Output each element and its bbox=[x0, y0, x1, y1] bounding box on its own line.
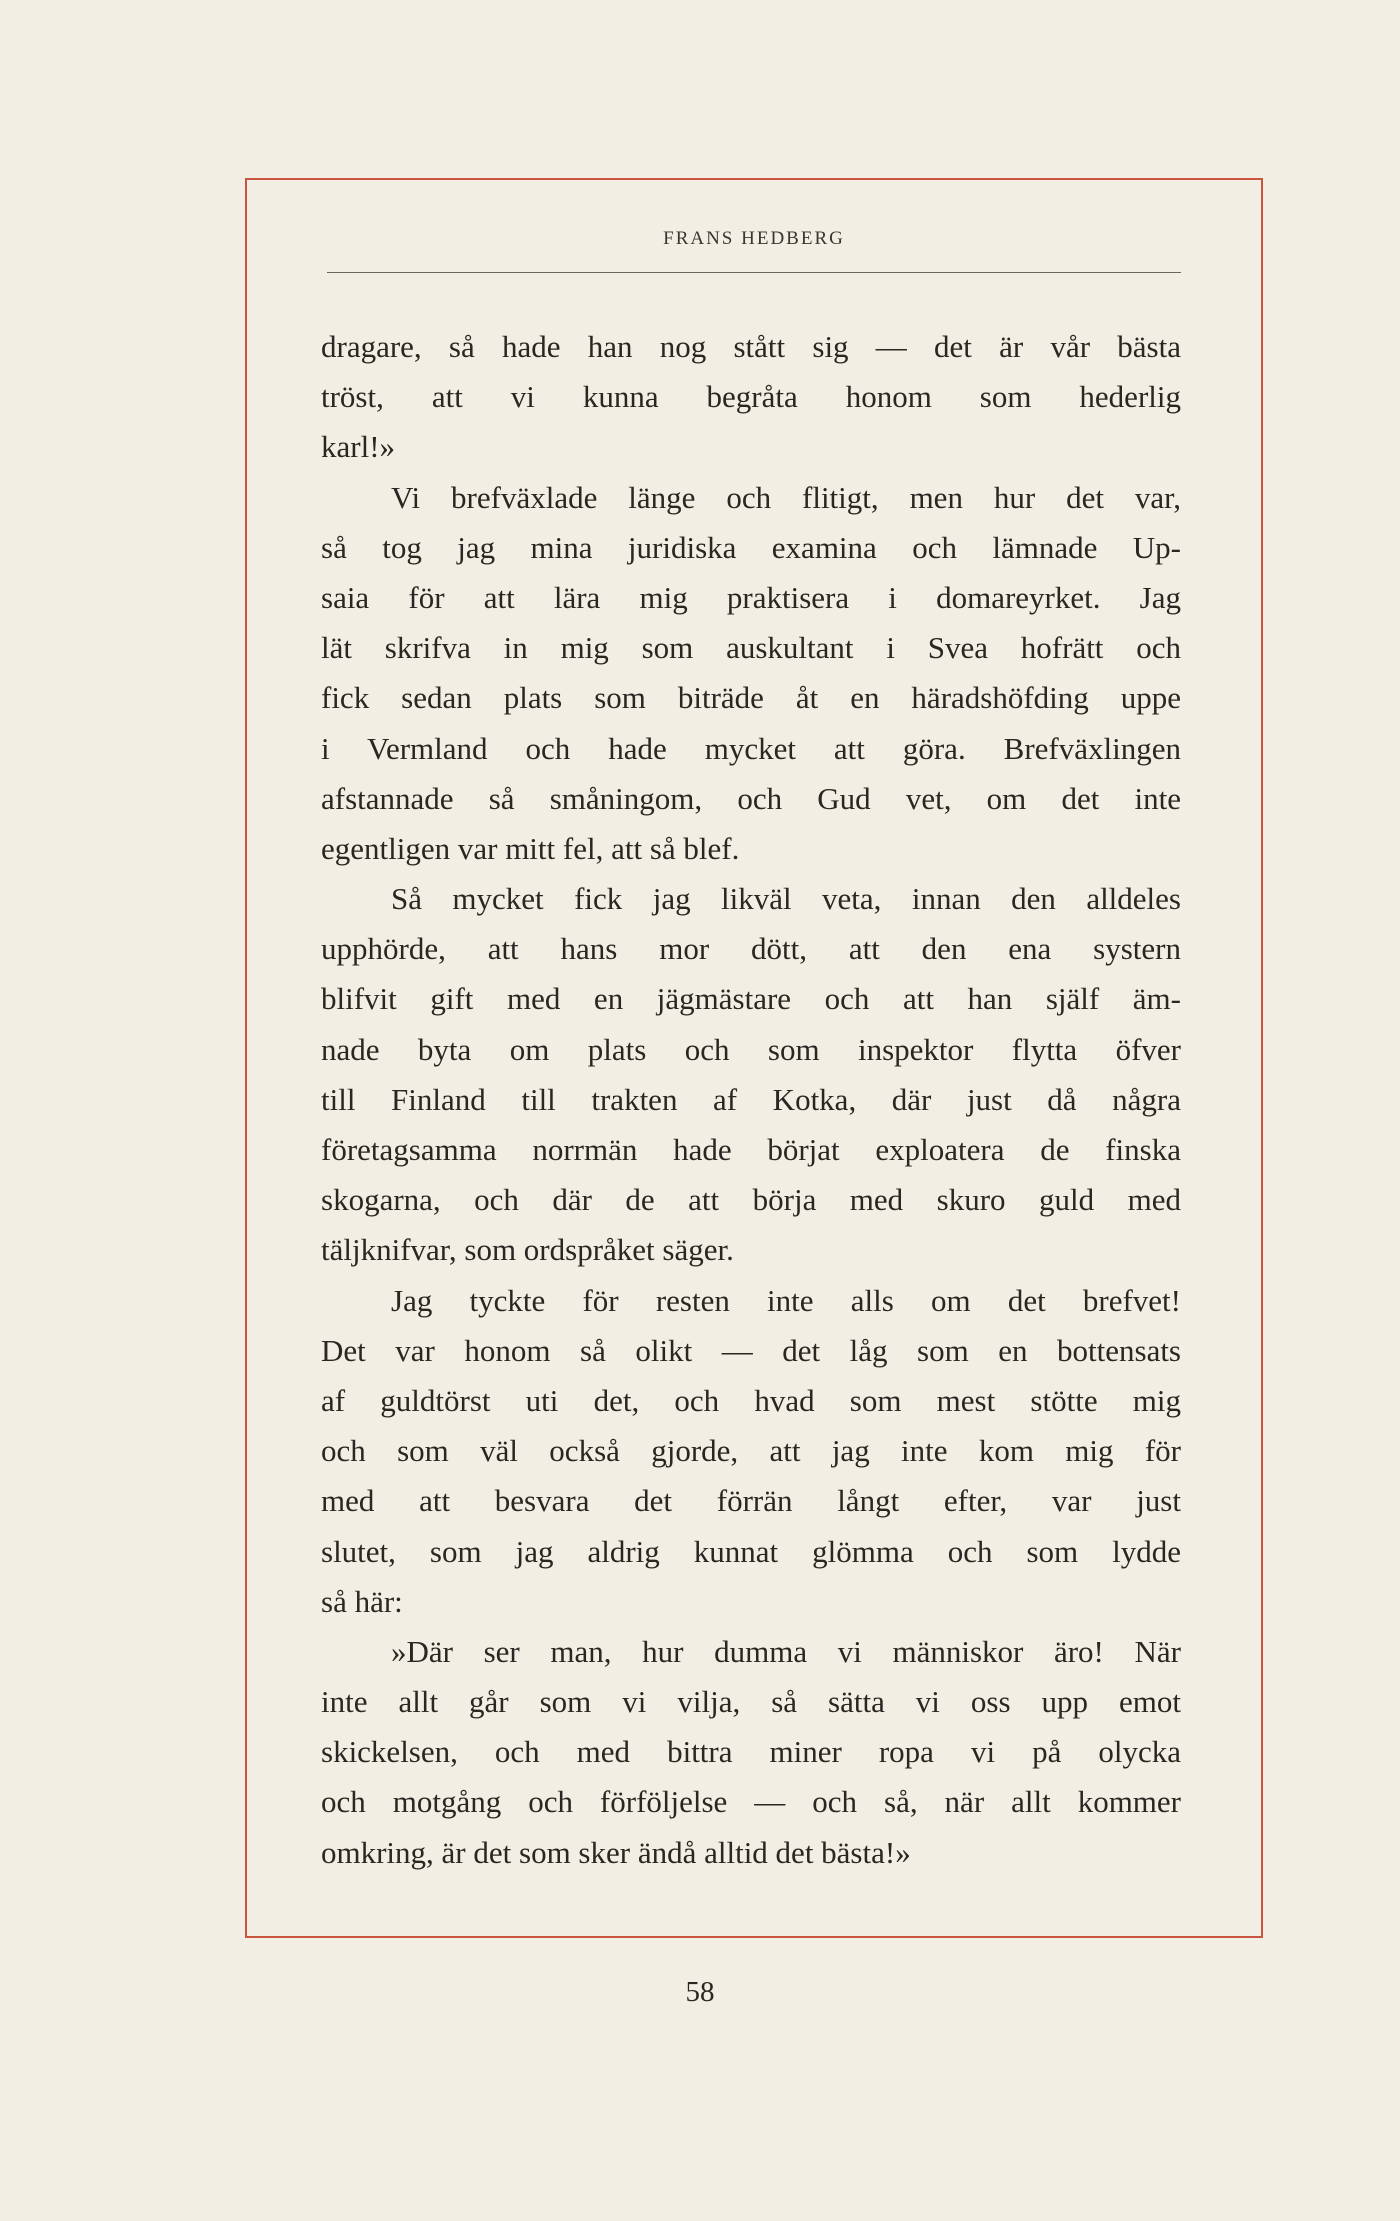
text-line: saia för att lära mig praktisera i domareyrket. Jag bbox=[321, 579, 1181, 615]
text-line: Jag tyckte för resten inte alls om det brefvet! bbox=[391, 1282, 1181, 1318]
text-line: upphörde, att hans mor dött, att den ena systern bbox=[321, 931, 1181, 967]
page-number: 58 bbox=[685, 1976, 715, 2008]
text-line: företagsamma norrmän hade börjat exploatera de finska bbox=[321, 1132, 1181, 1167]
text-line: omkring, är det som sker ändå alltid det bästa!» bbox=[321, 1834, 911, 1870]
text-line: egentligen var mitt fel, att så blef. bbox=[321, 830, 740, 866]
text-line: så här: bbox=[321, 1583, 403, 1619]
text-line: Det var honom så olikt — det låg som en bottensats bbox=[321, 1332, 1181, 1368]
text-line: i Vermland och hade mycket att göra. Brefväxlingen bbox=[321, 730, 1181, 766]
body-text bbox=[321, 322, 1181, 1878]
text-line: nade byta om plats och som inspektor flytta öfver bbox=[321, 1031, 1181, 1067]
text-line: med att besvara det förrän långt efter, var just bbox=[321, 1483, 1181, 1519]
text-line: täljknifvar, som ordspråket säger. bbox=[321, 1232, 734, 1268]
text-line: afstannade så småningom, och Gud vet, om det inte bbox=[321, 780, 1181, 816]
page-frame bbox=[245, 178, 1263, 1938]
text-line: slutet, som jag aldrig kunnat glömma och som lydde bbox=[321, 1533, 1181, 1569]
text-line: till Finland till trakten af Kotka, där just då några bbox=[321, 1081, 1181, 1117]
text-line: Så mycket fick jag likväl veta, innan den alldeles bbox=[391, 881, 1181, 917]
text-line: tröst, att vi kunna begråta honom som hederlig bbox=[321, 379, 1181, 415]
text-line: »Där ser man, hur dumma vi människor äro! När bbox=[391, 1633, 1181, 1669]
text-line: skogarna, och där de att börja med skuro guld med bbox=[321, 1182, 1181, 1218]
text-line: Vi brefväxlade länge och flitigt, men hur det var, bbox=[391, 479, 1181, 515]
text-line: inte allt går som vi vilja, så sätta vi oss upp emot bbox=[321, 1684, 1181, 1720]
text-line: fick sedan plats som biträde åt en häradshöfding uppe bbox=[321, 680, 1181, 716]
text-line: af guldtörst uti det, och hvad som mest stötte mig bbox=[321, 1382, 1181, 1418]
text-line: så tog jag mina juridiska examina och lämnade Up- bbox=[321, 529, 1181, 565]
text-line: blifvit gift med en jägmästare och att han själf äm- bbox=[321, 981, 1181, 1017]
text-line: och motgång och förföljelse — och så, när allt kommer bbox=[321, 1784, 1181, 1820]
running-title: FRANS HEDBERG bbox=[663, 228, 845, 249]
text-line: karl!» bbox=[321, 429, 396, 465]
header-rule bbox=[327, 272, 1181, 273]
text-line: och som väl också gjorde, att jag inte kom mig för bbox=[321, 1433, 1181, 1469]
text-line: dragare, så hade han nog stått sig — det är vår bästa bbox=[321, 329, 1181, 364]
text-line: lät skrifva in mig som auskultant i Svea hofrätt och bbox=[321, 630, 1181, 666]
text-line: skickelsen, och med bittra miner ropa vi på olycka bbox=[321, 1734, 1181, 1770]
